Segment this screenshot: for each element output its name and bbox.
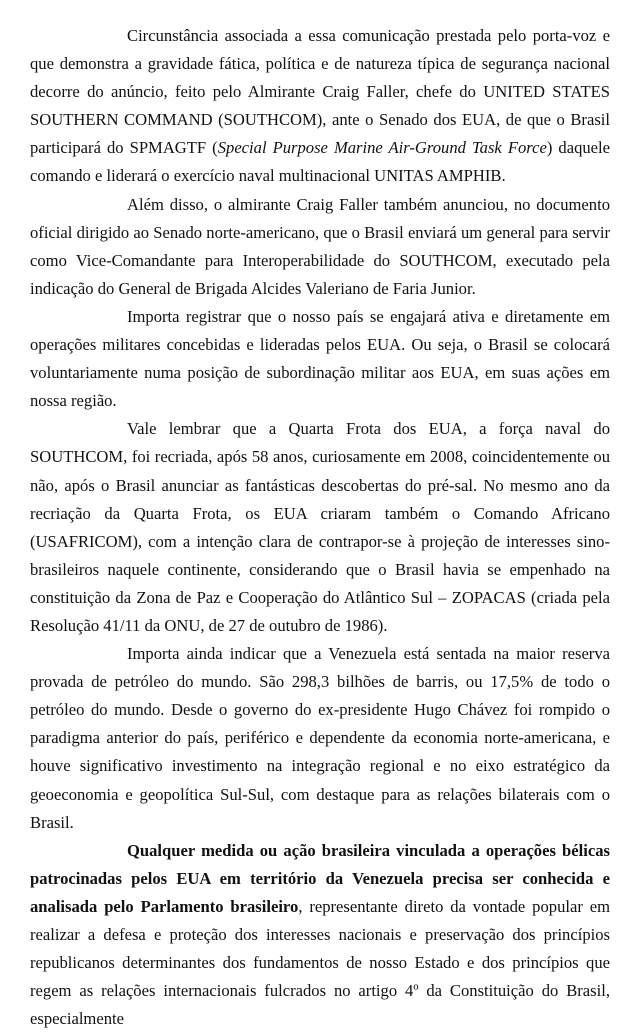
paragraph-importa-registrar: [30, 303, 610, 415]
italic-segment-spmagtf: Special Purpose Marine Air-Ground Task Force: [217, 138, 547, 158]
paragraph-circunstancia: [30, 22, 610, 191]
bold-segment-emphasis: Qualquer medida ou ação brasileira vinculada a operações bélicas patrocinadas pelos EUA em território da Venezuela precisa ser conhecida e analisada pelo Parlamento brasileiro: [30, 840, 610, 916]
paragraph-quarta-frota: [30, 415, 610, 640]
text-segment: Circunstância associada a essa comunicação prestada pelo porta-voz e que demonstra a gravidade fática, política e de natureza típica de segurança nacional decorre do anúncio, feito pelo Almirante Craig Faller, chefe do UNITED STATES SOUTHERN COMMAND (SOUTHCOM), ante o Senado dos EUA, de que o Brasil participará do SPMAGTF (: [30, 26, 610, 158]
text-segment: Importa registrar que o nosso país se engajará ativa e diretamente em operações militares concebidas e lideradas pelos EUA. Ou seja, o Brasil se colocará voluntariamente numa posição de subordinação militar aos EUA, em suas ações em nossa região.: [30, 306, 610, 411]
paragraph-qualquer-medida: [30, 837, 610, 1033]
text-segment: Vale lembrar que a Quarta Frota dos EUA, a força naval do SOUTHCOM, foi recriada, após 58 anos, curiosamente em 2008, coincidentemente ou não, após o Brasil anunciar as fantásticas descobertas do pré-sal. No mesmo ano da recriação da Quarta Frota, os EUA criaram também o Comando Africano (USAFRICOM), com a intenção clara de contrapor-se à projeção de interesses sino-brasileiros naquele continente, considerando que o Brasil havia se empenhado na constituição da Zona de Paz e Cooperação do Atlântico Sul – ZOPACAS (criada pela Resolução 41/11 da ONU, de 27 de outubro de 1986).: [30, 419, 610, 635]
paragraph-venezuela-petroleo: [30, 640, 610, 837]
text-segment: , representante direto da vontade popular em realizar a defesa e proteção dos interesses nacionais e preservação dos princípios republicanos determinantes dos fundamentos de nosso Estado e dos princípios que regem as relações internacionais fulcrados no artigo 4º da Constituição do Brasil, especialmente: [30, 896, 611, 1029]
text-segment: ) daquele comando e liderará o exercício naval multinacional UNITAS AMPHIB.: [30, 138, 611, 186]
text-segment: Importa ainda indicar que a Venezuela está sentada na maior reserva provada de petróleo do mundo. São 298,3 bilhões de barris, ou 17,5% de todo o petróleo do mundo. Desde o governo do ex-presidente Hugo Chávez foi rompido o paradigma anterior do país, periférico e dependente da economia norte-americana, e houve significativo investimento na integração regional e no eixo estratégico da geoeconomia e geopolítica Sul-Sul, com destaque para as relações bilaterais com o Brasil.: [30, 644, 610, 832]
text-segment: Além disso, o almirante Craig Faller também anunciou, no documento oficial dirigido ao Senado norte-americano, que o Brasil enviará um general para servir como Vice-Comandante para Interoperabilidade do SOUTHCOM, executado pela indicação do General de Brigada Alcides Valeriano de Faria Junior.: [30, 194, 610, 298]
paragraph-alem-disso: [30, 191, 610, 303]
